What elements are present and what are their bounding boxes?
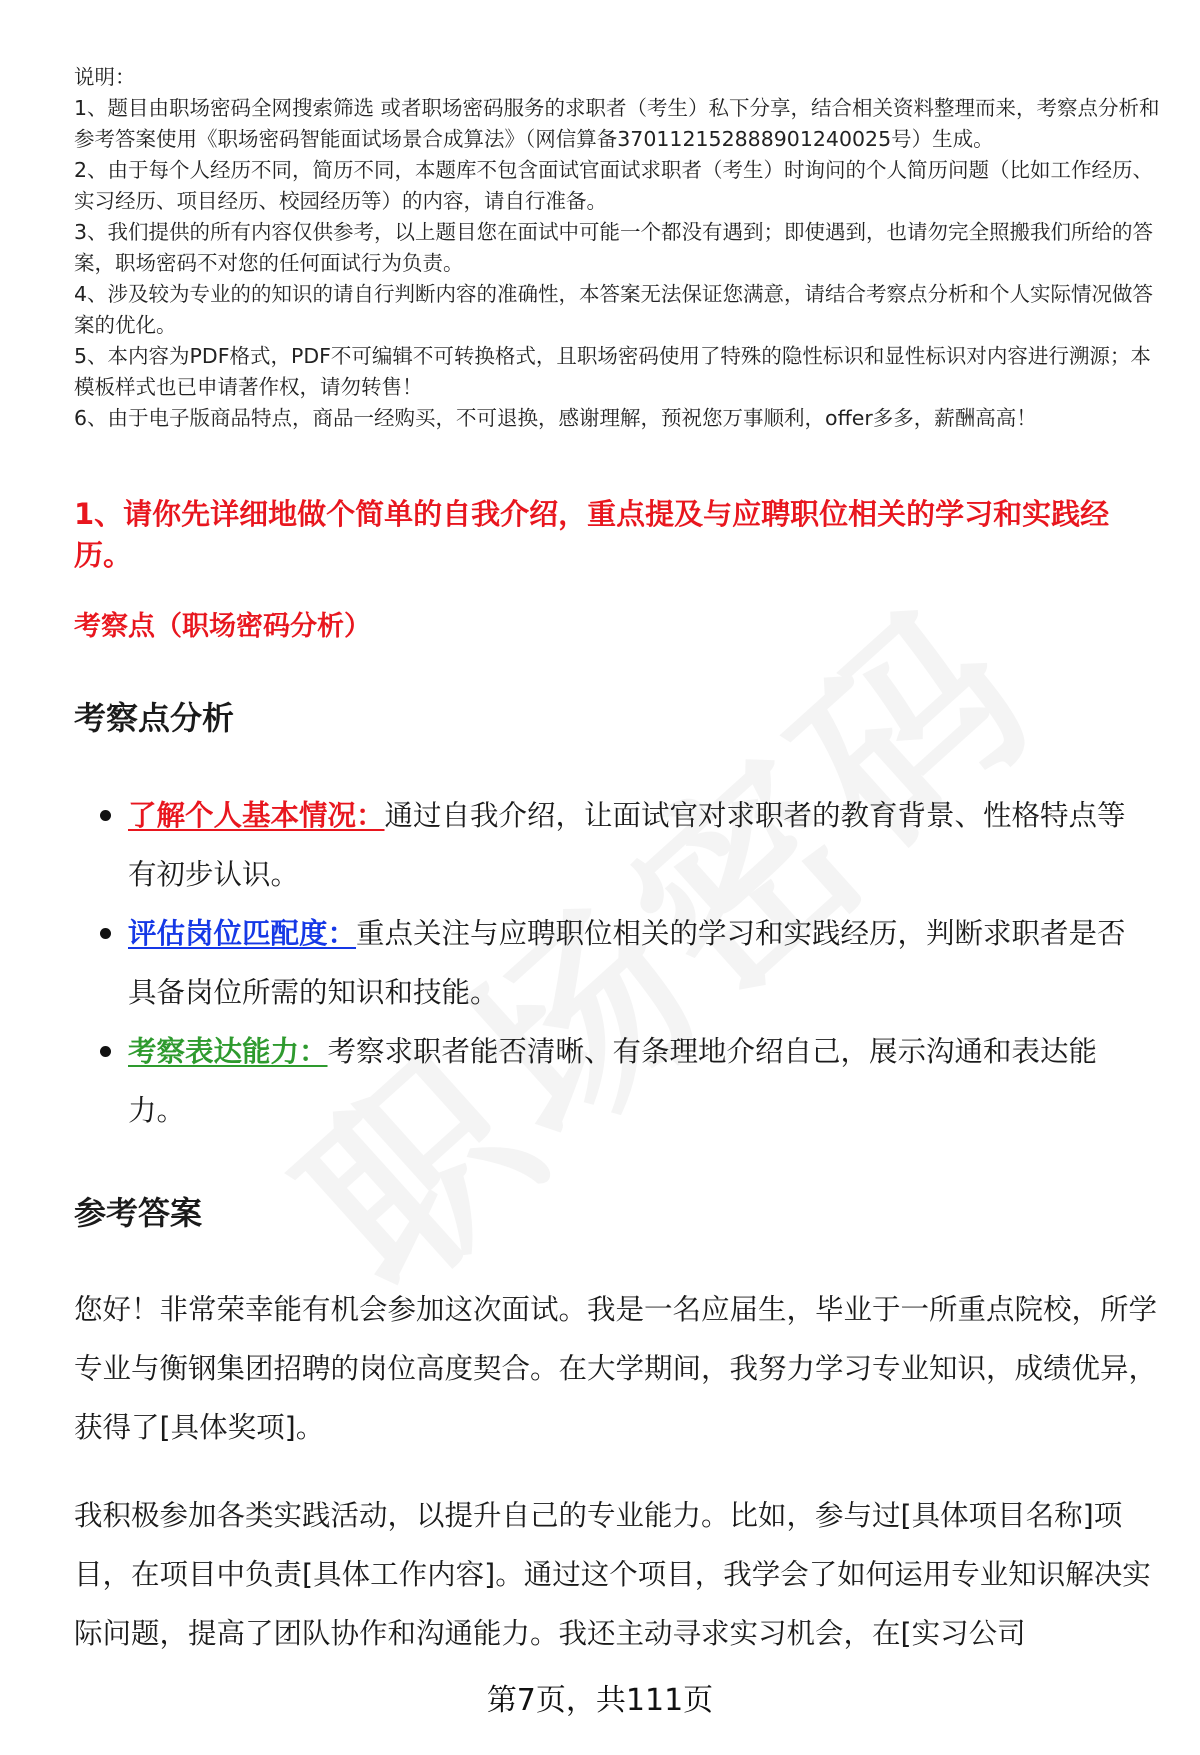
bullet-icon [100,928,111,939]
note-item: 5、本内容为PDF格式，PDF不可编辑不可转换格式，且职场密码使用了特殊的隐性标识和显性标识对内容进行溯源；本模板样式也已申请著作权，请勿转售！ [74,344,1151,399]
note-item: 2、由于每个人经历不同，简历不同，本题库不包含面试官面试求职者（考生）时询问的个人简历问题（比如工作经历、实习经历、项目经历、校园经历等）的内容，请自行准备。 [74,158,1154,213]
analysis-item-key: 了解个人基本情况： [128,799,385,832]
analysis-item-text: 通过自我介绍，让面试官对求职者的教育背景、性格特点等有初步认识。 [128,799,1126,891]
page-number: 第7页，共111页 [486,1683,714,1718]
analysis-item-text: 考察求职者能否清晰、有条理地介绍自己，展示沟通和表达能力。 [128,1035,1098,1127]
note-item: 4、涉及较为专业的的知识的请自行判断内容的准确性，本答案无法保证您满意，请结合考察点分析和个人实际情况做答案的优化。 [74,282,1154,337]
notes-block [74,62,1164,434]
analysis-item [74,1022,1154,1140]
kaochadian-label: 考察点（职场密码分析） [74,611,371,642]
analysis-item [74,904,1154,1022]
notes-heading: 说明： [74,65,136,89]
question-title: 1、请你先详细地做个简单的自我介绍，重点提及与应聘职位相关的学习和实践经历。 [74,497,1110,572]
analysis-item-key: 考察表达能力： [128,1035,328,1068]
analysis-item-text: 重点关注与应聘职位相关的学习和实践经历，判断求职者是否具备岗位所需的知识和技能。 [128,917,1126,1009]
answer-body [74,1280,1164,1692]
bullet-icon [100,810,111,821]
analysis-heading: 考察点分析 [74,699,235,737]
note-item: 1、题目由职场密码全网搜索筛选 或者职场密码服务的求职者（考生）私下分享，结合相关资料整理而来，考察点分析和参考答案使用《职场密码智能面试场景合成算法》（网信算备370112152888901240025号）生成。 [74,96,1160,151]
analysis-list [74,786,1154,1140]
note-item: 6、由于电子版商品特点，商品一经购买，不可退换，感谢理解，预祝您万事顺利，offer多多，薪酬高高！ [74,406,1037,430]
analysis-item-key: 评估岗位匹配度： [128,917,357,950]
bullet-icon [100,1046,111,1057]
answer-heading: 参考答案 [74,1194,203,1232]
analysis-item [74,786,1154,904]
answer-paragraph: 您好！非常荣幸能有机会参加这次面试。我是一名应届生，毕业于一所重点院校，所学专业与衡钢集团招聘的岗位高度契合。在大学期间，我努力学习专业知识，成绩优异，获得了[具体奖项]。 [74,1293,1158,1444]
note-item: 3、我们提供的所有内容仅供参考，以上题目您在面试中可能一个都没有遇到；即使遇到，也请勿完全照搬我们所给的答案，职场密码不对您的任何面试行为负责。 [74,220,1154,275]
answer-paragraph: 我积极参加各类实践活动，以提升自己的专业能力。比如，参与过[具体项目名称]项目，在项目中负责[具体工作内容]。通过这个项目，我学会了如何运用专业知识解决实际问题，提高了团队协作和沟通能力。我还主动寻求实习机会，在[实习公司 [74,1499,1151,1650]
